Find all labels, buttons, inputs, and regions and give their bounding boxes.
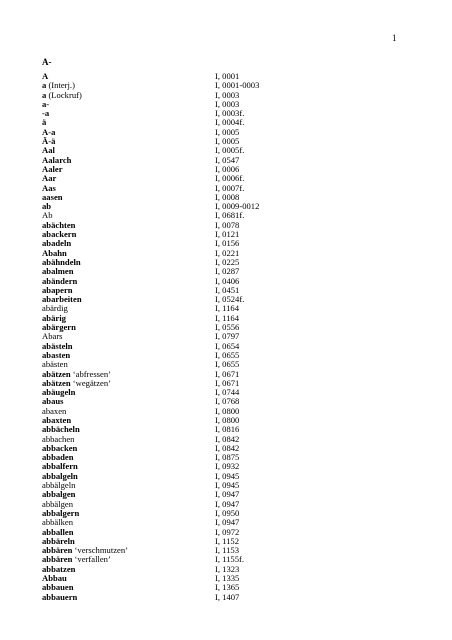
entry-row <box>42 565 382 574</box>
entry-row <box>42 416 382 425</box>
entry-row <box>42 118 382 127</box>
entry-reference: I, 0005 <box>215 136 240 147</box>
headword-text: abähndeln <box>42 256 81 267</box>
entry-gloss: (Interj.) <box>46 80 75 91</box>
headword-text: abaxten <box>42 414 72 425</box>
headword-text: Aalarch <box>42 154 72 165</box>
entry-gloss: (Lockruf) <box>46 89 82 100</box>
headword-text: abächten <box>42 219 76 230</box>
headword-text: abbälgen <box>42 498 74 509</box>
headword-text: abästen <box>42 359 68 370</box>
entry-headword <box>42 593 77 602</box>
entry-reference: I, 1335 <box>215 573 240 584</box>
entry-reference: I, 1153 <box>215 545 240 556</box>
entry-row <box>42 100 382 109</box>
entry-reference: I, 0001 <box>215 71 240 81</box>
entry-reference: I, 1323 <box>215 563 240 574</box>
entry-row <box>42 593 382 602</box>
headword-text: abbächeln <box>42 424 80 435</box>
entry-reference: I, 0121 <box>215 229 240 240</box>
entry-row <box>42 509 382 518</box>
entry-row <box>42 490 382 499</box>
entry-reference: I, 0556 <box>215 322 240 333</box>
headword-text: abbatzen <box>42 563 76 574</box>
entry-reference: I, 0945 <box>215 480 240 491</box>
entry-gloss: ‘verschmutzen’ <box>72 545 129 556</box>
entry-gloss: ‘verfallen’ <box>72 554 111 565</box>
entry-row <box>42 109 382 118</box>
entry-gloss: ‘abfressen’ <box>70 368 111 379</box>
entry-row <box>42 146 382 155</box>
entry-reference: I, 0006f. <box>215 173 245 184</box>
headword-text: Aal <box>42 145 55 156</box>
entry-reference: I, 0842 <box>215 433 240 444</box>
entry-reference: I, 0950 <box>215 507 240 518</box>
entry-row <box>42 444 382 453</box>
headword-text: abadeln <box>42 238 72 249</box>
headword-text: abbalgern <box>42 507 80 518</box>
entry-row <box>42 295 382 304</box>
entry-row <box>42 425 382 434</box>
entry-row <box>42 314 382 323</box>
entry-row <box>42 156 382 165</box>
headword-text: abbären <box>42 545 73 556</box>
entry-gloss: ‘wegätzen’ <box>70 377 111 388</box>
entry-list <box>42 72 382 602</box>
entry-reference: I, 0003f. <box>215 108 245 119</box>
entry-reference: I, 0947 <box>215 517 240 528</box>
headword-text: abbalgen <box>42 489 76 500</box>
entry-row <box>42 165 382 174</box>
entry-row <box>42 518 382 527</box>
entry-row <box>42 91 382 100</box>
entry-row <box>42 528 382 537</box>
entry-row <box>42 202 382 211</box>
entry-row <box>42 481 382 490</box>
entry-reference: I, 0768 <box>215 396 240 407</box>
entry-row <box>42 277 382 286</box>
headword-text: Aaler <box>42 163 63 174</box>
headword-text: abbären <box>42 554 73 565</box>
headword-text: ä <box>42 117 47 128</box>
entry-reference: I, 0004f. <box>215 117 245 128</box>
entry-row <box>42 500 382 509</box>
headword-text: abbalgeln <box>42 470 78 481</box>
entry-reference: I, 0007f. <box>215 182 245 193</box>
headword-text: abästeln <box>42 340 73 351</box>
entry-row <box>42 81 382 90</box>
entry-reference: I, 0654 <box>215 340 240 351</box>
entry-row <box>42 462 382 471</box>
entry-reference: I, 0681f. <box>215 210 245 221</box>
entry-reference: I, 0156 <box>215 238 240 249</box>
entry-reference: I, 0008 <box>215 191 240 202</box>
headword-text: abasten <box>42 349 71 360</box>
entry-row <box>42 258 382 267</box>
entry-row <box>42 342 382 351</box>
entry-reference: I, 0221 <box>215 247 240 258</box>
entry-reference: I, 0671 <box>215 368 240 379</box>
entry-row <box>42 304 382 313</box>
entry-row <box>42 388 382 397</box>
headword-text: abbauen <box>42 582 74 593</box>
headword-text: abaxen <box>42 405 67 416</box>
entry-reference: I, 0547 <box>215 154 240 165</box>
headword-text: abbäreln <box>42 535 75 546</box>
entry-row <box>42 379 382 388</box>
headword-text: abarbeiten <box>42 294 82 305</box>
entry-reference: I, 0744 <box>215 387 240 398</box>
headword-text: -a <box>42 108 50 119</box>
entry-reference: I, 0001-0003 <box>215 80 260 91</box>
headword-text: Ä-ä <box>42 136 56 147</box>
entry-row <box>42 555 382 564</box>
headword-text: abätzen <box>42 368 71 379</box>
entry-reference: I, 0800 <box>215 414 240 425</box>
headword-text: abbaden <box>42 452 74 463</box>
entry-reference: I, 0078 <box>215 219 240 230</box>
entry-reference: I, 0932 <box>215 461 240 472</box>
headword-text: abäugeln <box>42 387 76 398</box>
headword-text: Abbau <box>42 573 67 584</box>
entry-reference: I, 0524f. <box>215 294 245 305</box>
headword-text: abärgern <box>42 322 76 333</box>
entry-reference: I, 0287 <box>215 266 240 277</box>
entry-reference: I, 0875 <box>215 452 240 463</box>
entry-reference: I, 0003 <box>215 98 240 109</box>
entry-reference: I, 0945 <box>215 470 240 481</box>
headword-text: Ab <box>42 210 53 221</box>
headword-text: abärdig <box>42 303 68 314</box>
headword-text: Aas <box>42 182 56 193</box>
entry-reference: I, 0797 <box>215 331 240 342</box>
entry-row <box>42 453 382 462</box>
entry-row <box>42 128 382 137</box>
entry-reference: I, 0800 <box>215 405 240 416</box>
headword-text: a <box>42 80 47 91</box>
entry-row <box>42 323 382 332</box>
entry-reference: I, 0972 <box>215 526 240 537</box>
entry-row <box>42 267 382 276</box>
entry-reference: I, 0655 <box>215 359 240 370</box>
entry-reference: I, 1152 <box>215 535 240 546</box>
headword-text: abapern <box>42 284 73 295</box>
entry-reference: I, 1155f. <box>215 554 245 565</box>
headword-text: a <box>42 89 47 100</box>
entry-row <box>42 397 382 406</box>
entry-reference: I, 0006 <box>215 163 240 174</box>
entry-row <box>42 174 382 183</box>
headword-text: abätzen <box>42 377 71 388</box>
entry-row <box>42 407 382 416</box>
headword-text: abballen <box>42 526 74 537</box>
headword-text: a- <box>42 98 50 109</box>
entry-reference: I, 0947 <box>215 489 240 500</box>
headword-text: A-a <box>42 126 56 137</box>
headword-text: ab <box>42 201 52 212</box>
entry-row <box>42 184 382 193</box>
entry-reference: I, 0842 <box>215 442 240 453</box>
headword-text: abärig <box>42 312 66 323</box>
headword-text: abbälgeln <box>42 480 76 491</box>
entry-row <box>42 472 382 481</box>
headword-text: abändern <box>42 275 78 286</box>
entry-reference: I, 1164 <box>215 303 240 314</box>
headword-text: Aar <box>42 173 57 184</box>
entry-reference: I, 1407 <box>215 591 240 602</box>
entry-row <box>42 286 382 295</box>
entry-reference: I, 0655 <box>215 349 240 360</box>
headword-text: abalmen <box>42 266 74 277</box>
entry-reference: I, 0005f. <box>215 145 245 156</box>
entry-row <box>42 249 382 258</box>
headword-text: abackern <box>42 229 77 240</box>
entry-reference: I, 0816 <box>215 424 240 435</box>
entry-row <box>42 435 382 444</box>
entry-row <box>42 193 382 202</box>
entry-reference: I, 0451 <box>215 284 240 295</box>
headword-text: abbacken <box>42 442 78 453</box>
entry-reference: I, 0947 <box>215 498 240 509</box>
entry-reference: I, 1164 <box>215 312 240 323</box>
entry-row <box>42 574 382 583</box>
entry-row <box>42 221 382 230</box>
entry-row <box>42 583 382 592</box>
headword-text: aasen <box>42 191 63 202</box>
entry-reference: I, 0009-0012 <box>215 201 260 212</box>
headword-text: abbalfern <box>42 461 78 472</box>
entry-row <box>42 239 382 248</box>
headword-text: abbälken <box>42 517 74 528</box>
section-heading: A- <box>42 57 52 67</box>
entry-reference: I, 0005 <box>215 126 240 137</box>
page-number: 1 <box>392 33 397 43</box>
entry-row <box>42 351 382 360</box>
entry-row <box>42 230 382 239</box>
headword-text: Abars <box>42 331 63 342</box>
entry-row <box>42 72 382 81</box>
entry-row <box>42 137 382 146</box>
headword-text: Abahn <box>42 247 67 258</box>
entry-reference: I, 1365 <box>215 582 240 593</box>
entry-reference: I, 0406 <box>215 275 240 286</box>
headword-text: abbauern <box>42 591 78 602</box>
headword-text: abbachen <box>42 433 75 444</box>
entry-reference: I, 0225 <box>215 256 240 267</box>
entry-row <box>42 332 382 341</box>
entry-reference: I, 0671 <box>215 377 240 388</box>
entry-reference: I, 0003 <box>215 89 240 100</box>
entry-row <box>42 211 382 220</box>
headword-text: abaus <box>42 396 64 407</box>
headword-text: A <box>42 71 49 81</box>
